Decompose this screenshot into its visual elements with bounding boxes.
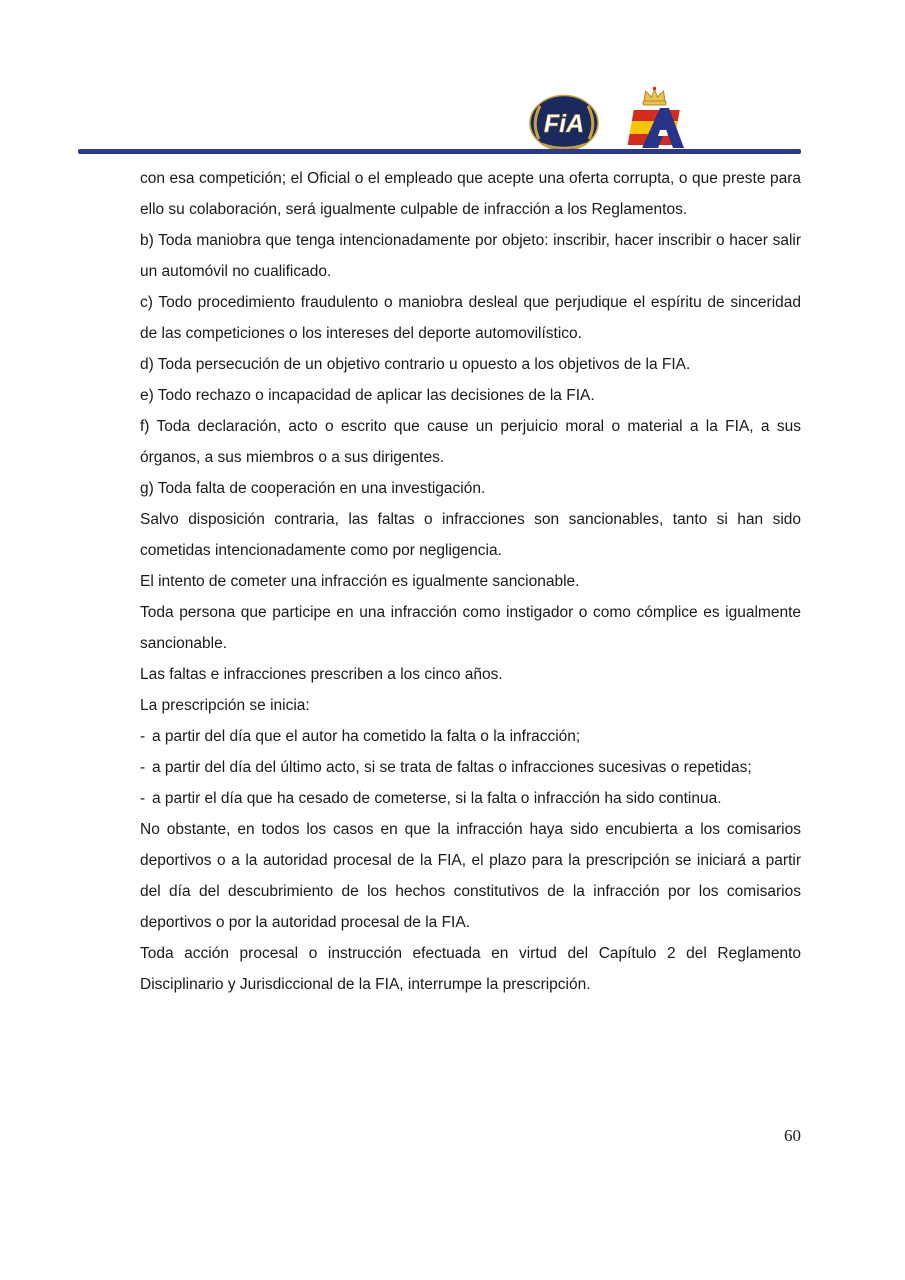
paragraph: La prescripción se inicia: (140, 697, 310, 714)
paragraph: g) Toda falta de cooperación en una investigación. (140, 480, 486, 497)
list-marker: - (140, 790, 146, 807)
fia-logo (528, 94, 600, 157)
fia-logo-icon (528, 94, 600, 152)
paragraph: Las faltas e infracciones prescriben a los cinco años. (140, 666, 503, 683)
paragraph: f) Toda declaración, acto o escrito que cause un perjuicio moral o material a la FIA, a sus órganos, a sus miembros o a sus dirigentes. (140, 418, 801, 466)
paragraph: d) Toda persecución de un objetivo contrario u opuesto a los objetivos de la FIA. (140, 356, 691, 373)
paragraph: El intento de cometer una infracción es igualmente sancionable. (140, 573, 580, 590)
paragraph: b) Toda maniobra que tenga intencionadamente por objeto: inscribir, hacer inscribir o hacer salir un automóvil no cualificado. (140, 232, 801, 280)
list-item: - a partir el día que ha cesado de cometerse, si la falta o infracción ha sido continua. (140, 783, 801, 814)
paragraph: c) Todo procedimiento fraudulento o maniobra desleal que perjudique el espíritu de sinceridad de las competiciones o los intereses del deporte automovilístico. (140, 294, 801, 342)
list-marker: - (140, 728, 146, 745)
page-number: 60 (784, 1126, 801, 1145)
list-item: - a partir del día que el autor ha cometido la falta o la infracción; (140, 721, 801, 752)
rfeda-logo-icon (614, 86, 694, 152)
list-marker: - (140, 759, 146, 776)
fia-logo-text: FiA (543, 110, 585, 138)
paragraph: Toda acción procesal o instrucción efectuada en virtud del Capítulo 2 del Reglamento Disciplinario y Jurisdiccional de la FIA, interrumpe la prescripción. (140, 945, 801, 993)
paragraph: e) Todo rechazo o incapacidad de aplicar las decisiones de la FIA. (140, 387, 595, 404)
header-divider (78, 149, 801, 154)
rfeda-logo (614, 86, 694, 157)
paragraph: con esa competición; el Oficial o el empleado que acepte una oferta corrupta, o que preste para ello su colaboración, será igualmente culpable de infracción a los Reglamentos. (140, 170, 801, 218)
paragraph: No obstante, en todos los casos en que la infracción haya sido encubierta a los comisarios deportivos o a la autoridad procesal de la FIA, el plazo para la prescripción se iniciará a partir del día del descubrimiento de los hechos constitutivos de la infracción por los comisarios deportivos o por la autoridad procesal de la FIA. (140, 821, 801, 931)
document-body (140, 163, 801, 1000)
paragraph: Salvo disposición contraria, las faltas o infracciones son sancionables, tanto si han sido cometidas intencionadamente como por negligencia. (140, 511, 801, 559)
paragraph: Toda persona que participe en una infracción como instigador o como cómplice es igualmente sancionable. (140, 604, 801, 652)
list-item: - a partir del día del último acto, si se trata de faltas o infracciones sucesivas o repetidas; (140, 752, 801, 783)
